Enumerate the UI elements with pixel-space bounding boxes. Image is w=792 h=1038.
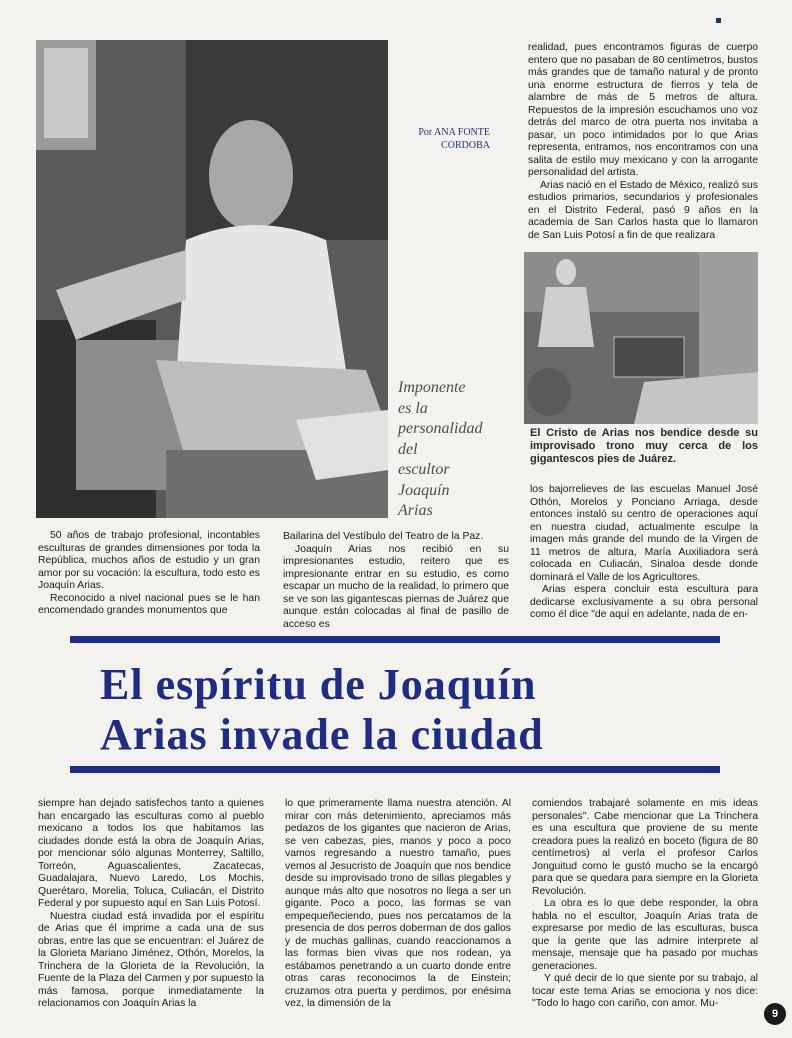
studio-sculptures-photo	[524, 252, 758, 424]
headline-line-1: El espíritu de Joaquín	[100, 660, 537, 709]
paragraph: lo que primeramente llama nuestra atención. Al mirar con más detenimiento, apreciamos más pedazos de los gigantes que nacieron de Arias, se ven cabezas, pies, manos y poco a poco vamos regresando a nuestro tamaño, pues vemos al Jesucristo de Joaquín que nos bendice desde su improvisado trono de sillas plegables y aunque más alto que nosotros no llega a ser un gigante. Poco a poco, las formas se van empequeñeciendo, pues nos percatamos de la presencia de dos perros doberman de dos gallos y de muchas gallinas, cuando reaccionamos a las formas bien vivas que nos rodean, ya estábamos penetrando a un cuarto donde entre otras caras reconocimos la de Einstein; cruzamos otra puerta y perdimos, por enésima vez, la dimensión de la	[285, 798, 511, 1009]
corner-mark	[716, 18, 721, 23]
headline-bottom-rule	[70, 766, 720, 773]
portrait-illustration	[36, 40, 388, 518]
pull-quote-line: es la	[398, 399, 428, 417]
headline-line-2: Arias invade la ciudad	[100, 710, 544, 759]
paragraph: 50 años de trabajo profesional, incontables esculturas de grandes dimensiones por toda la República, muchos años de estudio y un gran amor por su vocación: la escultura, todo esto es Joaquín Arias.	[38, 530, 260, 591]
paragraph: los bajorrelieves de las escuelas Manuel José Othón, Morelos y Ponciano Arriaga, desde entonces instaló su centro de operaciones aquí en nuestra ciudad, actualmente esculpe la imagen más grande del mundo de la Virgen de 11 metros de altura, María Auxiliadora será colocada en Culiacán, Sinaloa desde donde dominará el Valle de los Agricultores.	[530, 484, 758, 583]
article-column-bottom-3	[532, 798, 758, 1011]
article-column-mid-1	[38, 530, 260, 618]
byline-line-1: Por ANA FONTE	[418, 127, 490, 138]
page-number-badge: 9	[764, 1003, 786, 1025]
paragraph: Y qué decir de lo que siente por su trabajo, al tocar este tema Arias se emociona y nos dice: "Todo lo hago con cariño, con amor. Mu-	[532, 973, 758, 1009]
paragraph: comiendos trabajaré solamente en mis ideas personales". Cabe mencionar que La Trinchera es una escultura que proviene de su mente creadora pues la realizó en boceto (figura de 80 centímetros) al verla el profesor Carlos Jonguitud como le gustó mucho se la encargó para que se quedara para siempre en la Glorieta Revolución.	[532, 798, 758, 897]
article-column-mid-2	[283, 531, 509, 631]
byline	[398, 126, 490, 152]
pull-quote-line: personalidad	[398, 420, 483, 437]
pull-quote	[398, 378, 508, 522]
pull-quote-line: escultor	[398, 461, 450, 478]
paragraph: Joaquín Arias nos recibió en su impresionantes estudio, reitero que es impresionante entrar en su estudio, es como escapar un mucho de la realidad, lo primero que se ve son las gigantescas piernas de Juárez que aunque están colocadas al final de pasillo de acceso es	[283, 543, 509, 630]
sculptor-portrait-photo	[36, 40, 388, 518]
paragraph: Arias nació en el Estado de México, realizó sus estudios primarios, secundarios y profesionales en el Distrito Federal, pasó 9 años en la academia de San Carlos hasta que lo llamaron de San Luis Potosí a fin de que realizara	[528, 179, 758, 241]
pull-quote-line: Arias	[398, 502, 433, 519]
paragraph: Arias espera concluir esta escultura para dedicarse exclusivamente a su obra personal como él dice "de aquí en adelante, nada de en-	[530, 584, 758, 620]
pull-quote-line: Joaquín	[398, 481, 450, 499]
paragraph: Bailarina del Vestíbulo del Teatro de la Paz.	[283, 531, 484, 542]
studio-illustration	[524, 252, 758, 424]
paragraph: La obra es lo que debe responder, la obra habla no el escultor, Joaquín Arias trata de expresarse por medio de las esculturas, busca que la gente que las admire interprete al mensaje, mensaje que ha pasado por muchas generaciones.	[532, 898, 758, 972]
article-column-mid-3	[530, 484, 758, 622]
headline-top-rule	[70, 636, 720, 643]
paragraph: siempre han dejado satisfechos tanto a quienes han encargado las esculturas como al pueblo mexicano a todos los que habitamos las ciudades donde está la obra de Joaquín Arias, por mencionar sólo algunas Monterrey, Saltillo, Torreón, Aguascalientes, Zacatecas, Guadalajara, Nuevo Laredo, Los Mochis, Querétaro, Morelia, Toluca, Culiacán, el Distrito Federal y por supuesto aquí en San Luis Potosí.	[38, 798, 264, 909]
photo-caption: El Cristo de Arias nos bendice desde su improvisado trono muy cerca de los gigantescos pies de Juárez.	[530, 427, 758, 465]
article-headline	[100, 660, 700, 760]
article-column-bottom-1	[38, 798, 264, 1011]
byline-line-2: CORDOBA	[441, 140, 490, 151]
pull-quote-line: Imponente	[398, 379, 466, 396]
article-column-top-right	[528, 42, 758, 242]
paragraph: realidad, pues encontramos figuras de cuerpo entero que no pasaban de 80 centímetros, bustos más grandes que de tamaño natural y de pronto una enorme estructura de fierros y tela de alambre de más de 5 metros de altura. Repuestos de la impresión escuchamos uno voz detrás del marco de otra puerta nos invitaba a pasar, un poco intimidados por lo que Arias representa, entramos, nos encontramos con una salita de estilo muy mexicano y con la arrogante personalidad del artista.	[528, 42, 758, 178]
paragraph: Reconocido a nivel nacional pues se le han encomendado grandes monumentos que	[38, 592, 260, 616]
pull-quote-line: del	[398, 440, 418, 458]
article-column-bottom-2	[285, 798, 511, 1011]
paragraph: Nuestra ciudad está invadida por el espíritu de Arias que él imprime a cada una de sus obras, entre las que se encuentran: el Juárez de la Glorieta Mariano Jiménez, Othón, Morelos, la Trinchera de la Glorieta de la Revolución, la Fuente de la Plaza del Carmen y por supuesto la más famosa, porque inmediatamente la relacionamos con Joaquín Arias la	[38, 910, 264, 1009]
